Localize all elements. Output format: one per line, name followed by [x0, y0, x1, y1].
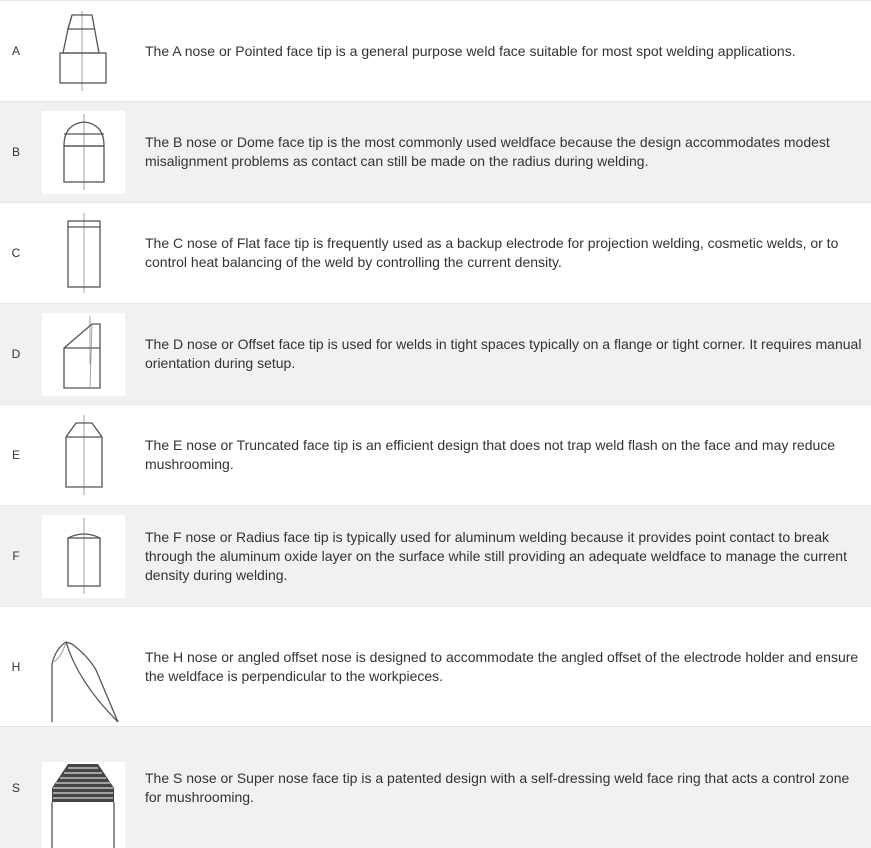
row-letter: A: [11, 44, 20, 58]
row-letter: B: [11, 145, 20, 159]
row-description: The S nose or Super nose face tip is a patented design with a self-dressing weld face ring that acts a control zone for mushrooming.: [145, 769, 850, 805]
table-row: [0, 202, 871, 303]
table-row: [0, 0, 871, 101]
row-description: The C nose of Flat face tip is frequently used as a backup electrode for projection welding, cosmetic welds, or to control heat balancing of the weld by controlling the current density.: [145, 235, 839, 270]
angled-offset-nose-icon: [42, 607, 125, 726]
row-description: The H nose or angled offset nose is designed to accommodate the angled offset of the electrode holder and ensure the weldface is perpendicular to the workpieces.: [145, 648, 859, 684]
row-description: The F nose or Radius face tip is typically used for aluminum welding because it provides point contact to break through the aluminum oxide layer on the surface while still providing an adequate weldface to manage the current density during welding.: [145, 528, 847, 583]
row-description: The D nose or Offset face tip is used for welds in tight spaces typically on a flange or tight corner. It requires manual orientation during setup.: [145, 336, 862, 371]
row-description: The A nose or Pointed face tip is a general purpose weld face suitable for most spot welding applications.: [145, 42, 796, 59]
offset-nose-icon: [42, 313, 125, 396]
table-row: [0, 505, 871, 606]
row-letter: H: [11, 659, 21, 674]
row-letter: D: [11, 347, 21, 361]
dome-nose-icon: [42, 111, 125, 194]
row-letter: F: [12, 549, 20, 563]
row-letter: S: [11, 780, 20, 795]
table-row: [0, 726, 871, 848]
table-row: [0, 404, 871, 505]
row-description: The B nose or Dome face tip is the most commonly used weldface because the design accommodates modest misalignment problems as contact can still be made on the radius during welding.: [145, 134, 830, 169]
pointed-nose-icon: [42, 10, 125, 93]
row-description: The E nose or Truncated face tip is an efficient design that does not trap weld flash on the face and may reduce mushrooming.: [145, 437, 836, 472]
table-row: [0, 101, 871, 202]
truncated-nose-icon: [42, 414, 125, 497]
radius-nose-icon: [42, 515, 125, 598]
row-letter: C: [11, 246, 21, 260]
super-nose-icon: [42, 727, 125, 848]
table-row: [0, 606, 871, 726]
flat-nose-icon: [42, 212, 125, 295]
row-letter: E: [11, 448, 20, 462]
table-row: [0, 303, 871, 404]
